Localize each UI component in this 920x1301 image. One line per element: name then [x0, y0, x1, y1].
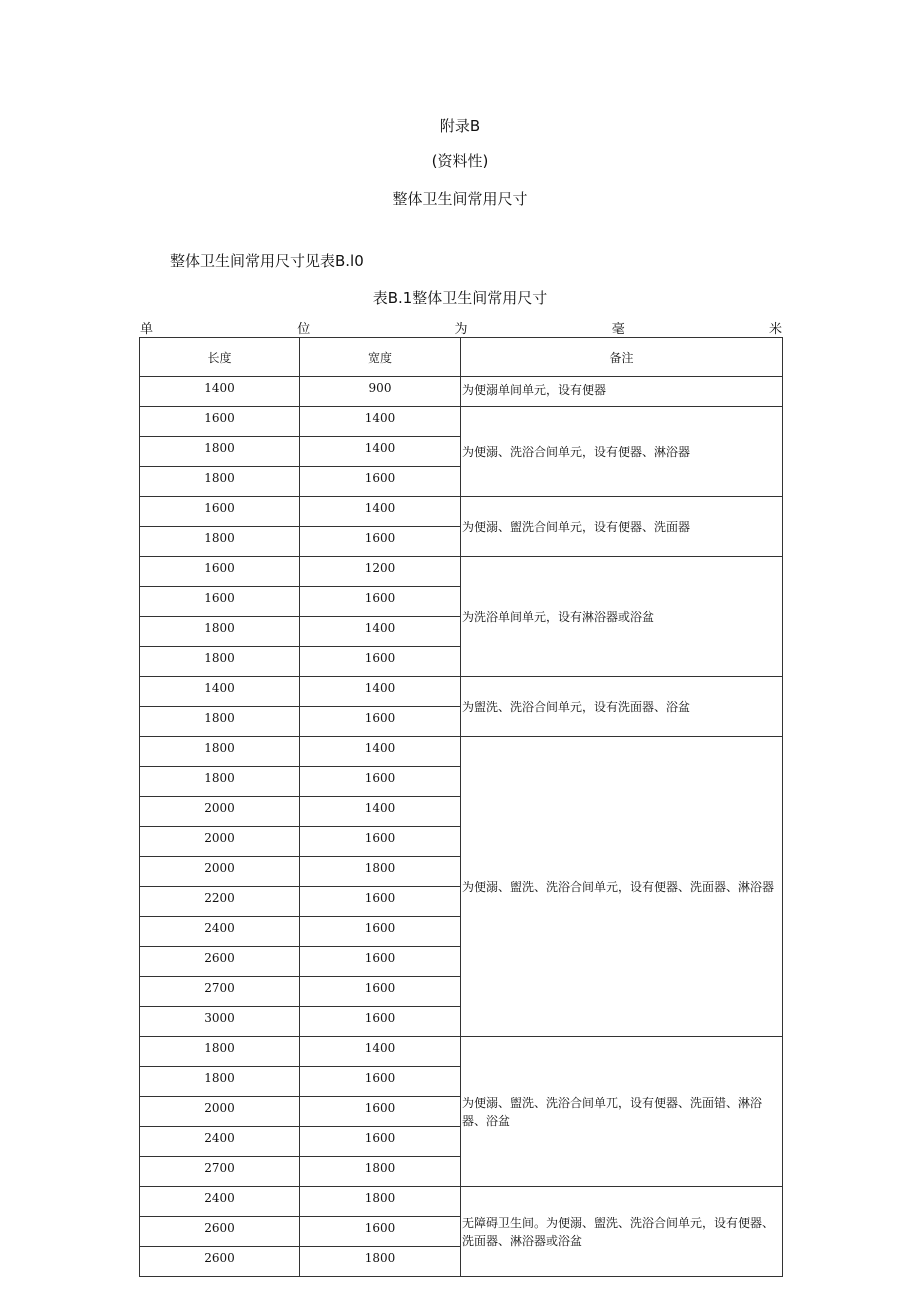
- cell-length: 2000: [140, 797, 300, 827]
- unit-line: [140, 318, 782, 337]
- appendix-type: (资料性): [431, 152, 489, 170]
- cell-length: 1800: [140, 467, 300, 497]
- cell-width: 1600: [300, 917, 461, 947]
- header-note: 备注: [461, 338, 783, 377]
- cell-note: 为便溺、盥洗合间单元，设有便器、洗面器: [461, 497, 783, 557]
- cell-width: 1800: [300, 1187, 461, 1217]
- table-caption: 表B.1整体卫生间常用尺寸: [372, 289, 548, 307]
- cell-length: 2400: [140, 917, 300, 947]
- header-width: 宽度: [300, 338, 461, 377]
- cell-note: 为便溺单间单元，设有便器: [461, 377, 783, 407]
- cell-width: 1800: [300, 1157, 461, 1187]
- appendix-title: 附录B: [439, 117, 481, 135]
- cell-length: 2400: [140, 1127, 300, 1157]
- cell-note: 为盥洗、洗浴合间单元，设有洗面器、浴盆: [461, 677, 783, 737]
- cell-note: 为便溺、盥洗、洗浴合间单元，设有便器、洗面器、淋浴器: [461, 737, 783, 1037]
- table-row: [140, 407, 783, 437]
- cell-length: 2600: [140, 1247, 300, 1277]
- cell-width: 1600: [300, 647, 461, 677]
- cell-length: 2400: [140, 1187, 300, 1217]
- intro-paragraph: 整体卫生间常用尺寸见表B.l0: [170, 252, 364, 270]
- cell-length: 1800: [140, 617, 300, 647]
- cell-length: 2700: [140, 1157, 300, 1187]
- cell-length: 2700: [140, 977, 300, 1007]
- unit-char: 毫: [611, 322, 625, 337]
- cell-length: 1600: [140, 497, 300, 527]
- cell-length: 2200: [140, 887, 300, 917]
- cell-note: 无障碍卫生间。为便溺、盥洗、洗浴合间单元，设有便器、洗面器、淋浴器或浴盆: [461, 1187, 783, 1277]
- cell-length: 1800: [140, 647, 300, 677]
- cell-width: 1600: [300, 1217, 461, 1247]
- cell-length: 1800: [140, 767, 300, 797]
- cell-width: 1400: [300, 407, 461, 437]
- table-row: [140, 497, 783, 527]
- cell-width: 1600: [300, 887, 461, 917]
- cell-note: 为便溺、洗浴合间单元，设有便器、淋浴器: [461, 407, 783, 497]
- table-header-row: [140, 338, 783, 377]
- cell-width: 1400: [300, 1037, 461, 1067]
- cell-width: 1600: [300, 947, 461, 977]
- header-length: 长度: [140, 338, 300, 377]
- cell-length: 1800: [140, 437, 300, 467]
- table-row: [140, 1187, 783, 1217]
- cell-width: 1600: [300, 767, 461, 797]
- cell-width: 1400: [300, 497, 461, 527]
- cell-width: 1600: [300, 467, 461, 497]
- cell-width: 1400: [300, 617, 461, 647]
- cell-width: 1600: [300, 827, 461, 857]
- cell-length: 2000: [140, 827, 300, 857]
- cell-length: 1600: [140, 407, 300, 437]
- cell-length: 1600: [140, 587, 300, 617]
- cell-width: 1600: [300, 977, 461, 1007]
- cell-length: 1800: [140, 737, 300, 767]
- cell-width: 1800: [300, 1247, 461, 1277]
- table-row: [140, 737, 783, 767]
- cell-width: 1600: [300, 1067, 461, 1097]
- table-row: [140, 557, 783, 587]
- cell-width: 1600: [300, 707, 461, 737]
- cell-length: 1800: [140, 707, 300, 737]
- section-title: 整体卫生间常用尺寸: [392, 190, 528, 208]
- cell-width: 1600: [300, 1097, 461, 1127]
- unit-char: 米: [768, 322, 782, 337]
- cell-width: 1600: [300, 1127, 461, 1157]
- cell-length: 1800: [140, 1037, 300, 1067]
- cell-length: 2600: [140, 947, 300, 977]
- cell-width: 1600: [300, 1007, 461, 1037]
- table-row: [140, 377, 783, 407]
- cell-width: 1400: [300, 437, 461, 467]
- unit-char: 为: [454, 322, 468, 337]
- cell-note: 为洗浴单间单元，设有淋浴器或浴盆: [461, 557, 783, 677]
- cell-width: 1400: [300, 677, 461, 707]
- cell-length: 1400: [140, 677, 300, 707]
- cell-width: 1400: [300, 737, 461, 767]
- cell-length: 1400: [140, 377, 300, 407]
- dimensions-table: [139, 337, 783, 1277]
- cell-width: 1200: [300, 557, 461, 587]
- table-row: [140, 677, 783, 707]
- cell-width: 1400: [300, 797, 461, 827]
- cell-length: 2000: [140, 1097, 300, 1127]
- cell-width: 1600: [300, 587, 461, 617]
- unit-char: 位: [297, 322, 311, 337]
- cell-width: 1800: [300, 857, 461, 887]
- cell-length: 2600: [140, 1217, 300, 1247]
- cell-length: 1600: [140, 557, 300, 587]
- cell-width: 900: [300, 377, 461, 407]
- cell-length: 1800: [140, 1067, 300, 1097]
- cell-length: 3000: [140, 1007, 300, 1037]
- table-body: [140, 377, 783, 1277]
- cell-length: 2000: [140, 857, 300, 887]
- table-row: [140, 1037, 783, 1067]
- cell-width: 1600: [300, 527, 461, 557]
- unit-char: 单: [140, 322, 154, 337]
- cell-length: 1800: [140, 527, 300, 557]
- cell-note: 为便溺、盥洗、洗浴合间单兀，设有便器、洗面错、淋浴器、浴盆: [461, 1037, 783, 1187]
